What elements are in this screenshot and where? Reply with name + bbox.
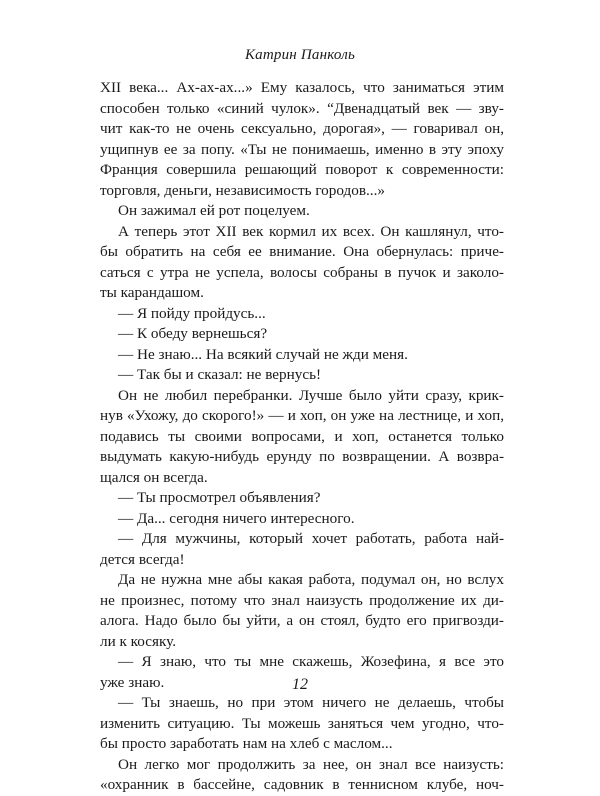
text-line: выдумать какую-нибудь ерунду по возвращении. А возвра- xyxy=(100,448,504,465)
text-line: — Да... сегодня ничего интересного. xyxy=(118,509,355,527)
text-line: «охранник в бассейне, садовник в теннисном клубе, ноч- xyxy=(100,776,504,793)
text-line: уже знаю. xyxy=(100,673,165,691)
text-line: — Я знаю, что ты мне скажешь, Жозефина, я все это xyxy=(118,653,504,670)
page-number: 12 xyxy=(292,676,308,693)
text-line: — Я пойду пройдусь... xyxy=(118,304,266,322)
text-line: изменить ситуацию. Ты можешь заняться чем угодно, что- xyxy=(100,714,504,732)
text-line: Да не нужна мне абы какая работа, подумал он, но вслух xyxy=(118,571,504,588)
text-line: — Для мужчины, который хочет работать, работа най- xyxy=(118,530,504,547)
text-line: Он не любил перебранки. Лучше было уйти сразу, крик- xyxy=(118,386,504,404)
running-head: Катрин Панколь xyxy=(245,47,355,63)
text-line: ли к косяку. xyxy=(100,632,177,650)
text-line: нув «Ухожу, до скорого!» — и хоп, он уже на лестнице, и хоп, xyxy=(100,407,504,424)
text-line: — Ты просмотрел объявления? xyxy=(118,489,321,506)
text-line: Франция совершила решающий поворот к современности: xyxy=(100,161,504,178)
text-line: щался он всегда. xyxy=(100,468,208,486)
text-line: — К обеду вернешься? xyxy=(118,325,268,342)
text-line: Он легко мог продолжить за нее, он знал все наизусть: xyxy=(118,755,504,773)
text-line: Он зажимал ей рот поцелуем. xyxy=(118,202,310,219)
text-line: А теперь этот XII век кормил их всех. Он кашлянул, что- xyxy=(118,222,504,240)
text-line: чит как-то не очень сексуально, дорогая», — говаривал он, xyxy=(100,120,504,137)
text-line: бы обратить на себя ее внимание. Она обернулась: приче- xyxy=(100,243,504,260)
text-line: ты карандашом. xyxy=(100,284,204,301)
text-line: подавись ты своими вопросами, и хоп, останется только xyxy=(100,427,504,445)
text-line: не произнес, потому что знал наизусть продолжение их ди- xyxy=(100,591,504,609)
text-line: дется всегда! xyxy=(100,550,185,568)
text-line: саться с утра не успела, волосы собраны в пучок и заколо- xyxy=(100,263,504,281)
text-line: способен только «синий чулок». “Двенадцатый век — зву- xyxy=(100,99,504,117)
text-line: — Не знаю... На всякий случай не жди меня. xyxy=(118,345,408,363)
text-line: ущипнув ее за попу. «Ты не понимаешь, именно в эту эпоху xyxy=(100,140,504,158)
text-line: XII века... Ах-ах-ах...» Ему казалось, что заниматься этим xyxy=(100,79,504,96)
text-line: бы просто заработать нам на хлеб с маслом... xyxy=(100,735,393,752)
text-line: алога. Надо было бы уйти, а он стоял, будто его пригвозди- xyxy=(100,612,504,629)
text-line: — Ты знаешь, но при этом ничего не делаешь, чтобы xyxy=(118,694,504,711)
text-line: — Так бы и сказал: не вернусь! xyxy=(118,366,322,383)
text-line: торговля, деньги, независимость городов...» xyxy=(100,181,385,199)
